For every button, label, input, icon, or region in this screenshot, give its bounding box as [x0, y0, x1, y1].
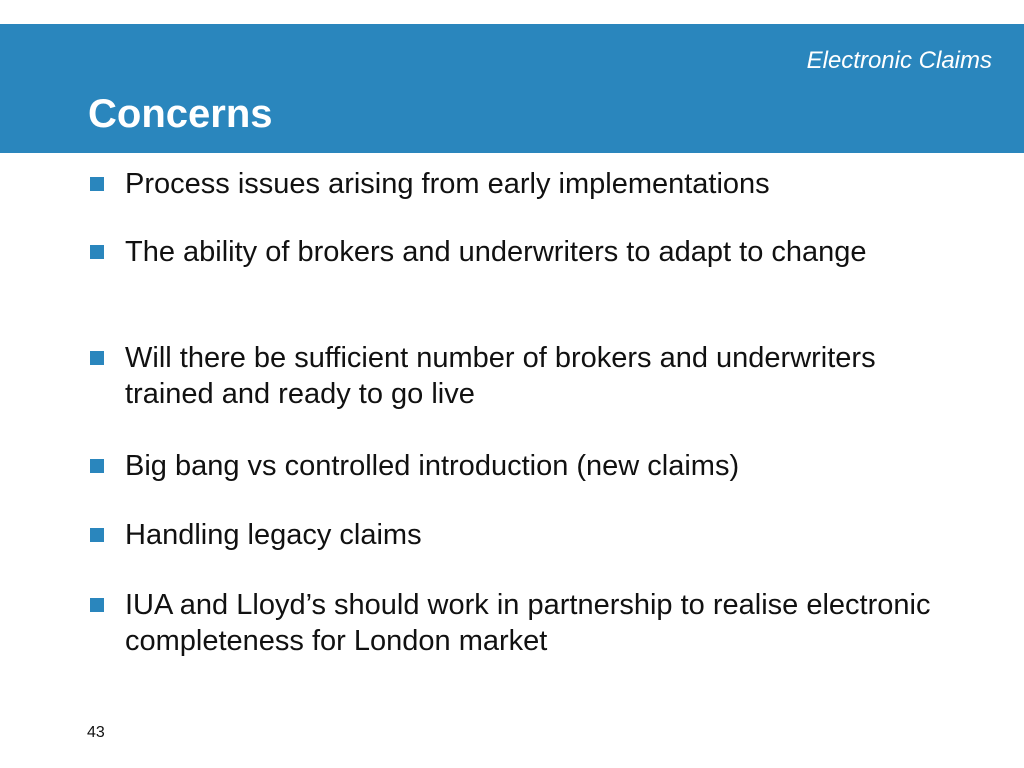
square-bullet-icon — [90, 245, 104, 259]
square-bullet-icon — [90, 177, 104, 191]
bullet-text: The ability of brokers and underwriters to adapt to change — [125, 236, 867, 268]
square-bullet-icon — [90, 528, 104, 542]
bullet-text: Will there be sufficient number of brokers and underwriters trained and ready to go live — [125, 342, 876, 410]
square-bullet-icon — [90, 459, 104, 473]
page-number: 43 — [87, 724, 105, 741]
bullet-text: Big bang vs controlled introduction (new claims) — [125, 450, 740, 482]
slide-title: Concerns — [88, 92, 273, 136]
bullet-text: IUA and Lloyd’s should work in partnership to realise electronic completeness for London market — [125, 589, 931, 657]
square-bullet-icon — [90, 598, 104, 612]
bullet-text: Process issues arising from early implementations — [125, 168, 770, 200]
section-label: Electronic Claims — [806, 47, 992, 74]
bullet-text: Handling legacy claims — [125, 519, 422, 551]
square-bullet-icon — [90, 351, 104, 365]
